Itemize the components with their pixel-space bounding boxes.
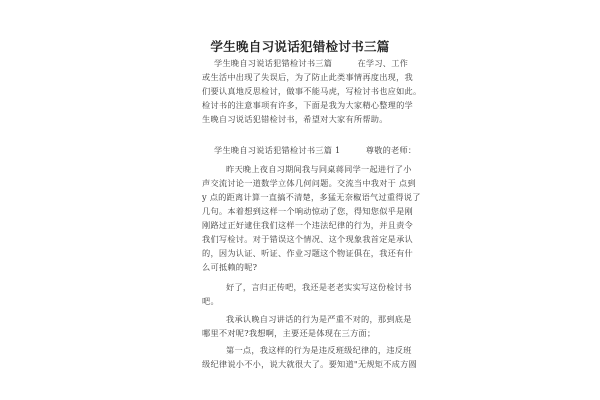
text-line: 哪里不对呢?我想啊，主要还是体现在三方面；	[202, 328, 376, 338]
text-line: 第一点，我这样的行为是违反班级纪律的，违反班	[226, 345, 412, 355]
text-line: 级纪律说小不小，说大就很大了。要知道"无规矩不成方圆	[202, 359, 417, 369]
text-line: 检讨书的注意事项有许多，下面是我为大家精心整理的学	[202, 100, 413, 110]
text-line: 们要认真地反思检讨，做事不能马虎，写检讨书也应如此。	[202, 86, 422, 96]
text-line: 好了，言归正传吧，我还是老老实实写这份检讨书	[226, 282, 412, 292]
text-line: 刚路过正好逮住我们这样一个违法纪律的行为，并且责令	[202, 220, 413, 230]
text-line: 几句。本着想到这样一个响动惊动了您，得知您似乎是刚	[202, 206, 413, 216]
section-heading: 学生晚自习说话犯错检讨书三篇 1 尊敬的老师：	[214, 145, 417, 155]
text-line: 生晚自习说话犯错检讨书，希望对大家有所帮助。	[202, 114, 388, 124]
text-line: 学生晚自习说话犯错检讨书三篇 在学习、工作	[214, 58, 409, 68]
text-line: 的，因为认证、听证、作业习题这个物证俱在，我还有什	[202, 248, 413, 258]
text-line: 我们写检讨。对于错误这个情况、这个现象我首定是承认	[202, 234, 413, 244]
text-line: 么可抵赖的呢?	[202, 262, 258, 272]
text-line: 昨天晚上夜自习期间我与同桌蒋同学一起进行了小	[226, 164, 412, 174]
document-title: 学生晚自习说话犯错检讨书三篇	[210, 39, 390, 54]
text-line: 吧。	[202, 296, 219, 306]
text-line: 声交流讨论一道数学立体几何问题。交流当中我对于 点到	[202, 178, 416, 188]
text-line: y 点的距离计算一直搞不清楚，多猛无奈椒语气过重得说了	[202, 192, 421, 202]
text-line: 我承认晚自习讲话的行为是严重不对的，那到底是	[226, 314, 412, 324]
text-line: 或生活中出现了失误后，为了防止此类事情再度出现，我	[202, 72, 413, 82]
